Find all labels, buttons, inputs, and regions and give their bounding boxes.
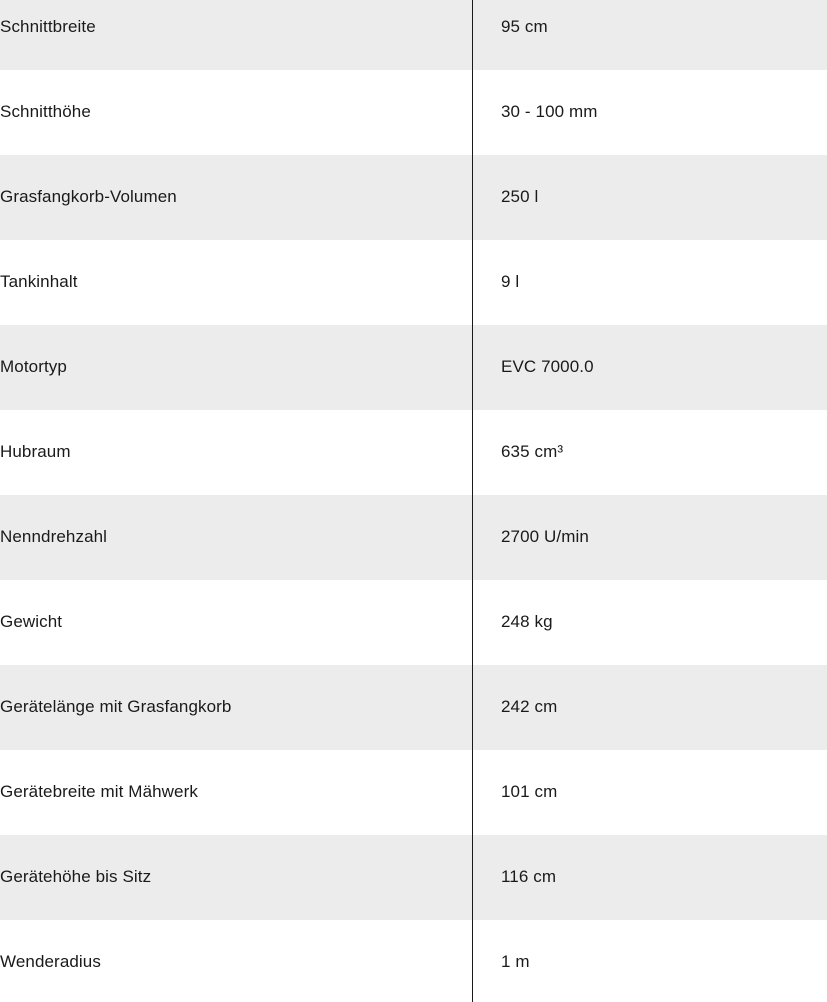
spec-value: 101 cm — [501, 782, 558, 801]
spec-label: Gerätehöhe bis Sitz — [0, 867, 152, 886]
spec-label: Gerätebreite mit Mähwerk — [0, 782, 198, 801]
spec-label: Gerätelänge mit Grasfangkorb — [0, 697, 232, 716]
spec-label: Nenndrehzahl — [0, 527, 108, 546]
spec-value: EVC 7000.0 — [501, 357, 594, 376]
spec-value: 242 cm — [501, 697, 558, 716]
spec-value: 1 m — [501, 952, 530, 971]
spec-label: Hubraum — [0, 442, 71, 461]
spec-label: Tankinhalt — [0, 272, 78, 291]
spec-row-tankinhalt — [0, 240, 827, 325]
spec-row-schnitthoehe — [0, 70, 827, 155]
spec-value: 250 l — [501, 187, 539, 206]
spec-label: Wenderadius — [0, 952, 101, 971]
spec-row-schnittbreite — [0, 0, 827, 70]
spec-label: Grasfangkorb-Volumen — [0, 187, 177, 206]
spec-label: Motortyp — [0, 357, 67, 376]
column-divider — [472, 0, 473, 1002]
spec-label: Schnitthöhe — [0, 102, 91, 121]
spec-value: 635 cm³ — [501, 442, 564, 461]
spec-value: 116 cm — [501, 867, 557, 886]
spec-row-hubraum — [0, 410, 827, 495]
spec-value: 2700 U/min — [501, 527, 589, 546]
spec-value: 9 l — [501, 272, 520, 291]
spec-value: 248 kg — [501, 612, 553, 631]
spec-row-gewicht — [0, 580, 827, 665]
spec-row-geraetebreite — [0, 750, 827, 835]
spec-label: Schnittbreite — [0, 17, 96, 36]
spec-row-geraetelaenge — [0, 665, 827, 750]
spec-row-grasfangkorb-volumen — [0, 155, 827, 240]
spec-row-geraetehoehe — [0, 835, 827, 920]
spec-row-motortyp — [0, 325, 827, 410]
spec-row-nenndrehzahl — [0, 495, 827, 580]
spec-row-wenderadius — [0, 920, 827, 1002]
spec-value: 30 - 100 mm — [501, 102, 598, 121]
spec-value: 95 cm — [501, 17, 548, 36]
spec-label: Gewicht — [0, 612, 63, 631]
